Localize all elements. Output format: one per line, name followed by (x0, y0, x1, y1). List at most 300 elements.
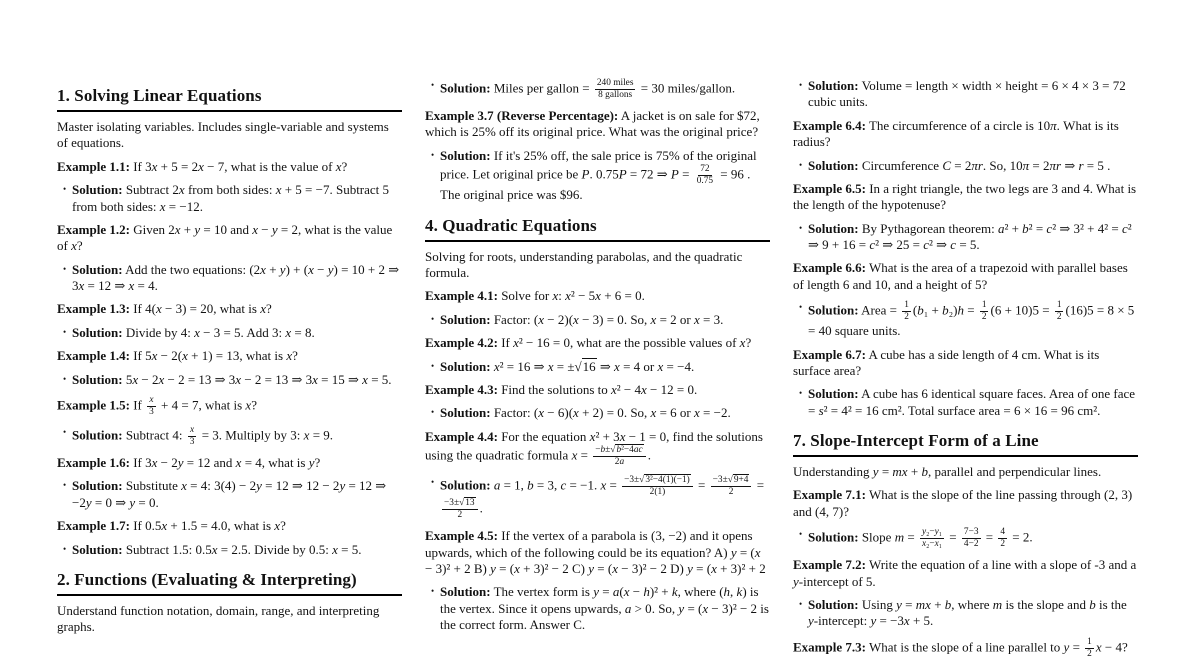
math-run: x (274, 518, 281, 534)
math-run: (2x + y) + (x − y) = 10 + 2 ⇒ 3x = 12 ⇒ x = 4 (72, 261, 400, 294)
solution-paragraph (57, 542, 402, 558)
example-label: Example 7.2: (793, 557, 866, 573)
solution-paragraph (425, 148, 770, 204)
text-run: . (930, 613, 934, 629)
example-label: Example 3.7 (Reverse Percentage): (425, 108, 619, 124)
fraction (962, 527, 981, 550)
text-run: . (155, 494, 159, 510)
text-run: . So, (982, 157, 1010, 173)
paragraph (793, 557, 1138, 590)
math-run: x (286, 348, 293, 364)
math-run: y (808, 613, 814, 629)
example-label: Example 7.1: (793, 487, 866, 503)
fraction-numerator: −3±√3²−4(1)(−1) (622, 475, 693, 487)
section-heading: 1. Solving Linear Equations (57, 86, 402, 112)
text-run: from both sides: (184, 182, 276, 198)
solution-paragraph (57, 262, 402, 295)
math-run: y = (x + 3)² − 2 (490, 560, 569, 576)
fraction (711, 475, 752, 498)
example-label: Example 4.1: (425, 288, 498, 304)
math-run: 10π = 2πr ⇒ r = 5 (1009, 157, 1104, 173)
math-run: = (946, 529, 960, 545)
text-run: If (129, 301, 146, 317)
solution-label: Solution: (72, 478, 123, 494)
bullet-icon: • (799, 80, 803, 90)
math-run: = 2 (1009, 529, 1030, 545)
text-run: . (1029, 529, 1033, 545)
text-run: is the correct form. Answer C. (440, 600, 769, 633)
math-run: x = (571, 447, 592, 463)
example-label: Example 4.4: (425, 428, 498, 444)
solution-label: Solution: (440, 584, 491, 600)
fraction (595, 78, 636, 101)
text-run: , what is (239, 348, 287, 364)
math-run: = (982, 529, 997, 545)
math-run: (3, −2) (651, 528, 687, 544)
math-run: y (793, 573, 799, 589)
radical: √b²−4ac (610, 445, 643, 456)
text-run: Find the solutions to (497, 381, 611, 397)
text-run: . (199, 198, 203, 214)
math-run: y = a(x − h)² + k (593, 584, 678, 600)
text-run: is the vertex. Since it opens upwards, (440, 584, 759, 616)
text-run: B) (470, 560, 491, 576)
fraction-numerator: −b±√b²−4ac (593, 445, 645, 457)
text-run: If (129, 397, 146, 413)
text-run: A cube has a side length of 4 cm. What is its surface area? (793, 346, 1100, 378)
text-run: Solving for roots, understanding parabolas, and the quadratic formula. (425, 248, 743, 281)
fraction-numerator: 1 (1055, 300, 1064, 312)
paragraph (57, 301, 402, 317)
fraction-numerator: x (188, 425, 196, 437)
fraction-numerator: 4 (998, 527, 1007, 539)
text-run: A cube has 6 identical square faces. Area of one face = (808, 386, 1136, 418)
math-run: = (753, 477, 765, 493)
math-run: x = 2 (650, 311, 677, 327)
text-run: and it opens upwards, which of the following could be its equation? A) (425, 528, 753, 560)
math-run: C = 2πr (942, 157, 983, 173)
example-label: Example 1.4: (57, 348, 130, 364)
text-run: , what is (227, 518, 275, 534)
math-run: x = 5 (332, 541, 359, 557)
example-label: Example 1.2: (57, 221, 130, 237)
text-run: If (129, 348, 146, 364)
solution-label: Solution: (808, 220, 859, 236)
paragraph (793, 487, 1138, 520)
text-run: . So, (651, 600, 679, 616)
text-run: Subtract 4: (122, 427, 186, 443)
text-run: is the slope and (1002, 597, 1090, 613)
fraction-denominator: 2 (1000, 539, 1006, 550)
fraction-denominator: 2 (1087, 648, 1092, 659)
text-run: , what are the possible values of (569, 335, 740, 351)
text-run: . (589, 166, 596, 182)
text-run: cm². Total surface area = (878, 402, 1014, 418)
solution-paragraph (793, 386, 1138, 419)
math-run: x = −2 (694, 405, 728, 421)
example-label: Example 7.3: (793, 639, 866, 655)
solution-paragraph (793, 597, 1138, 630)
solution-label: Solution: (808, 157, 859, 173)
text-run: ? (265, 301, 272, 317)
bullet-icon: • (431, 477, 435, 488)
radicand: 3²−4(1)(−1) (645, 475, 690, 486)
radicand: 16 (582, 358, 596, 374)
math-run: (16)5 = 8 × 5 = 40 (808, 302, 1135, 339)
fraction-denominator: 2 (457, 510, 463, 521)
text-run: -intercept: (813, 613, 871, 629)
text-run: Given (129, 221, 169, 237)
fraction-numerator: 7−3 (962, 527, 981, 539)
solution-paragraph (793, 221, 1138, 254)
math-run: 4(x − 3) = 20 (145, 301, 214, 317)
paragraph (57, 518, 402, 534)
math-run: m (992, 597, 1003, 613)
math-run: x (335, 158, 342, 174)
math-run: b (1089, 597, 1096, 613)
math-run: x = 3 (694, 311, 721, 327)
radicand: b²−4ac (616, 445, 643, 456)
solution-paragraph (425, 359, 770, 375)
fraction-numerator: y₂−y₁ (920, 527, 944, 539)
solution-label: Solution: (808, 386, 859, 402)
text-run: . So, (623, 311, 651, 327)
solution-paragraph (57, 425, 402, 448)
paragraph (793, 637, 1138, 660)
math-run: y = −3x + 5 (870, 613, 931, 629)
text-run: , where (951, 597, 993, 613)
math-run: x − 4 (1095, 639, 1122, 655)
math-run: y = (x + 3)² + 2 (687, 560, 766, 576)
text-run: In a right triangle, the two legs are 3 and 4. What is the length of the hypotenuse? (793, 180, 1137, 213)
math-run: = 96 (717, 166, 744, 182)
solution-label: Solution: (808, 78, 859, 93)
text-run: = 30 miles/gallon. (637, 80, 736, 96)
paragraph (57, 348, 402, 364)
text-run: . (1103, 157, 1111, 173)
math-run: 10π (1037, 117, 1057, 133)
math-run: 0.75P = 72 ⇒ P = (595, 166, 693, 182)
math-run: x (245, 397, 252, 413)
fraction (1085, 637, 1094, 660)
columns-container (57, 78, 1137, 667)
fraction (442, 498, 478, 521)
text-run: is the (1095, 597, 1127, 613)
fraction-numerator: 240 miles (595, 78, 636, 90)
radical: √9+4 (727, 475, 749, 486)
text-run: , find the solutions using the quadratic formula (425, 428, 763, 463)
math-run: s² = 4² = 16 (818, 402, 879, 418)
text-run: Volume = length × width × height = 6 × 4 × 3 = 72 cubic units. (808, 78, 1126, 110)
bullet-icon: • (799, 388, 803, 399)
example-label: Example 4.5: (425, 528, 498, 544)
fraction-denominator: 2(1) (649, 487, 666, 498)
text-run: A jacket is on sale for $72, which is 25% off its original price. What was the original price? (425, 108, 760, 140)
text-run: cm². (1074, 402, 1101, 418)
solution-label: Solution: (808, 302, 859, 318)
text-run: If the vertex of a parabola is (497, 528, 651, 544)
text-run: Using (858, 597, 897, 613)
fraction (998, 527, 1007, 550)
text-run: Factor: (490, 311, 534, 327)
example-label: Example 6.7: (793, 346, 866, 362)
fraction-denominator: 8 gallons (598, 90, 633, 101)
text-run: . (690, 358, 695, 374)
text-run: . (693, 381, 698, 397)
bullet-icon: • (63, 543, 67, 554)
math-run: x − 3 = 5 (194, 324, 241, 340)
column-3 (793, 78, 1138, 667)
bullet-icon: • (431, 360, 435, 371)
math-run: 0.5x + 1.5 = 4.0 (145, 518, 228, 534)
fraction-numerator: −3±√9+4 (711, 475, 752, 487)
math-run: 2x (172, 182, 185, 198)
math-run: x (739, 335, 746, 351)
text-run: If (129, 518, 146, 534)
fraction (1055, 300, 1064, 323)
text-run: or (676, 405, 695, 421)
solution-paragraph (425, 584, 770, 633)
text-run: Understanding (793, 464, 873, 480)
radical: √3²−4(1)(−1) (639, 475, 690, 486)
solution-label: Solution: (440, 147, 491, 163)
fraction (147, 395, 156, 418)
math-run: a = 1, b = 3, c = −1. x = (493, 477, 621, 493)
paragraph (57, 159, 402, 175)
math-run: 5x − 2(x + 1) = 13 (145, 348, 240, 364)
text-run: Factor: (490, 405, 534, 421)
text-run: ? (76, 238, 83, 254)
math-run: y = (x − 3)² + 2 (425, 544, 761, 576)
text-run: . Divide by 0.5: (247, 541, 333, 557)
math-run: 6 × 16 = 96 (1013, 402, 1075, 418)
math-run: x = 4 (181, 478, 208, 494)
example-label: Example 6.4: (793, 117, 866, 133)
solution-label: Solution: (808, 529, 859, 545)
math-run: x = 6 (650, 405, 677, 421)
text-run: C) (568, 560, 589, 576)
text-run: , what is (198, 397, 246, 413)
text-run: . (154, 278, 158, 294)
math-run: 3x + 5 = 2x − 7 (145, 158, 225, 174)
text-run: . What is its radius? (793, 117, 1119, 150)
fraction-denominator: 2 (728, 487, 734, 498)
text-run: Write the equation of a line with a slope of -3 and a (865, 557, 1137, 573)
fraction (593, 445, 645, 468)
solution-label: Solution: (440, 477, 491, 493)
text-run: . (641, 288, 645, 304)
text-run: and (210, 455, 236, 471)
text-run: . (329, 427, 334, 443)
example-label: Example 1.7: (57, 518, 130, 534)
fraction-denominator: 2 (1056, 312, 1062, 323)
text-run: Miles per gallon = (490, 80, 593, 96)
text-run: What is the area of a trapezoid with parallel bases of length 6 and 10, and a height of 5? (793, 260, 1128, 292)
fraction (920, 527, 944, 550)
solution-label: Solution: (72, 182, 123, 198)
example-label: Example 1.3: (57, 301, 130, 317)
fraction-numerator: 1 (980, 300, 989, 312)
example-label: Example 4.3: (425, 381, 498, 397)
math-run: = (694, 477, 709, 493)
paragraph (425, 249, 770, 282)
text-run: : (558, 288, 566, 304)
text-run: What is the slope of the line passing through (865, 487, 1105, 503)
text-run: . (388, 371, 392, 387)
paragraph (425, 335, 770, 351)
text-run: ? (251, 397, 257, 413)
math-run: (4, 7) (815, 503, 844, 519)
text-run: , what is the value of (224, 158, 336, 174)
fraction-denominator: 2 (904, 312, 909, 323)
text-run: ? (1121, 639, 1128, 655)
fraction-denominator: 2 (981, 312, 987, 323)
text-run: Circumference (858, 157, 943, 173)
text-run: If (129, 455, 146, 471)
bullet-icon: • (799, 599, 803, 610)
text-run: , parallel and perpendicular lines. (927, 464, 1102, 480)
text-run: . (727, 405, 731, 421)
example-label: Example 1.5: (57, 397, 130, 413)
text-run: If (129, 158, 146, 174)
fraction-numerator: x (147, 395, 155, 407)
math-run: 3(4) − 2y = 12 ⇒ 12 − 2y = 12 ⇒ −2y = 0 ⇒ y = 0 (72, 478, 387, 510)
math-run: x² + 3x − 1 = 0 (589, 428, 667, 444)
text-run: The circumference of a circle is (865, 117, 1038, 133)
solution-label: Solution: (440, 80, 491, 96)
bullet-icon: • (63, 326, 67, 337)
text-run: Master isolating variables. Includes single-variable and systems of equations. (57, 119, 389, 151)
bullet-icon: • (63, 184, 67, 195)
math-run: x (260, 301, 266, 317)
text-run: . The original price was $96. (440, 166, 751, 203)
text-run: . (720, 311, 724, 327)
math-run: x (71, 238, 77, 254)
text-run: or (676, 311, 695, 327)
fraction (622, 475, 693, 498)
solution-label: Solution: (440, 311, 491, 327)
section-heading: 7. Slope-Intercept Form of a Line (793, 431, 1138, 457)
text-run: What is the slope of a line parallel to (865, 639, 1064, 655)
paragraph (57, 455, 402, 471)
solution-paragraph (425, 78, 770, 101)
text-run: ? (314, 455, 321, 471)
fraction (695, 164, 715, 187)
paragraph (425, 528, 770, 577)
text-run: The vertex form is (490, 584, 594, 600)
solution-paragraph (425, 475, 770, 521)
math-run: y = (1063, 639, 1084, 655)
bullet-icon: • (63, 373, 67, 384)
text-run: Subtract 1.5: (122, 541, 196, 557)
text-run: and (226, 221, 253, 237)
paragraph (425, 382, 770, 398)
math-run: x = 9 (303, 427, 330, 443)
solution-label: Solution: (72, 261, 123, 277)
bullet-icon: • (799, 222, 803, 233)
solution-label: Solution: (72, 324, 123, 340)
example-label: Example 6.6: (793, 260, 866, 276)
math-run: 3x − 2y = 12 (145, 455, 211, 471)
text-run: ? (341, 158, 348, 174)
paragraph (57, 222, 402, 255)
math-run: (b₁ + b₂)h = (912, 302, 978, 318)
text-run: Slope (858, 529, 895, 545)
solution-label: Solution: (72, 427, 123, 443)
text-run: For the equation (497, 428, 590, 444)
text-run: ? (745, 335, 752, 351)
text-run: Subtract (122, 182, 173, 198)
paragraph (57, 119, 402, 152)
math-run: 0.5x = 2.5 (195, 541, 248, 557)
math-run: x² − 4x − 12 = 0 (611, 381, 694, 397)
math-run: x² = 16 ⇒ x = ±√16 ⇒ x = 4 (493, 358, 641, 374)
solution-label: Solution: (72, 541, 123, 557)
solution-paragraph (57, 478, 402, 511)
math-run: P (581, 166, 590, 182)
solution-paragraph (425, 405, 770, 421)
example-label: Example 6.5: (793, 180, 866, 196)
solution-label: Solution: (808, 597, 859, 613)
bullet-icon: • (431, 586, 435, 597)
text-run: If (497, 335, 514, 351)
radical: √13 (459, 498, 475, 509)
text-run: , what is the value of (57, 221, 393, 254)
radical: √16 (574, 358, 596, 374)
text-run: Add the two equations: (122, 261, 250, 277)
bullet-icon: • (431, 407, 435, 418)
math-run: x² − 16 = 0 (513, 335, 570, 351)
text-run: D) (666, 560, 688, 576)
fraction-numerator: 1 (902, 300, 911, 312)
bullet-icon: • (63, 263, 67, 274)
math-run: = 3 (198, 427, 219, 443)
math-run: a > 0 (624, 600, 652, 616)
math-run: x = −4 (657, 358, 691, 374)
bullet-icon: • (63, 426, 67, 437)
text-run: . (358, 541, 362, 557)
fraction-numerator: −3±√13 (442, 498, 478, 510)
text-run: Understand function notation, domain, range, and interpreting graphs. (57, 602, 380, 635)
text-run: : (207, 478, 215, 494)
fraction-denominator: 3 (149, 406, 154, 417)
paragraph (425, 288, 770, 304)
math-run: x² − 5x + 6 = 0 (565, 288, 642, 304)
math-run: y (308, 455, 315, 471)
example-label: Example 4.2: (425, 335, 498, 351)
paragraph (793, 260, 1138, 293)
math-run: a² + b² = c² ⇒ 3² + 4² = c² ⇒ 9 + 16 = c² ⇒ 25 = c² ⇒ c = 5 (808, 220, 1132, 252)
example-label: Example 1.6: (57, 455, 130, 471)
paragraph (793, 464, 1138, 480)
text-run: square units. (831, 323, 901, 339)
text-run: , what is (261, 455, 309, 471)
text-run: , where (677, 584, 720, 600)
bullet-icon: • (799, 159, 803, 170)
bullet-icon: • (799, 529, 803, 540)
solution-label: Solution: (72, 371, 123, 387)
text-run: or (640, 358, 658, 374)
text-run: . (647, 447, 651, 463)
text-run: Solve for (497, 288, 553, 304)
text-run: Divide by 4: (122, 324, 195, 340)
math-run: 2x + y = 10 (168, 221, 227, 237)
solution-paragraph (425, 312, 770, 328)
text-run: . Add 3: (240, 324, 286, 340)
solution-paragraph (57, 182, 402, 215)
math-run: + 4 = 7 (157, 397, 199, 413)
solution-label: Solution: (440, 405, 491, 421)
